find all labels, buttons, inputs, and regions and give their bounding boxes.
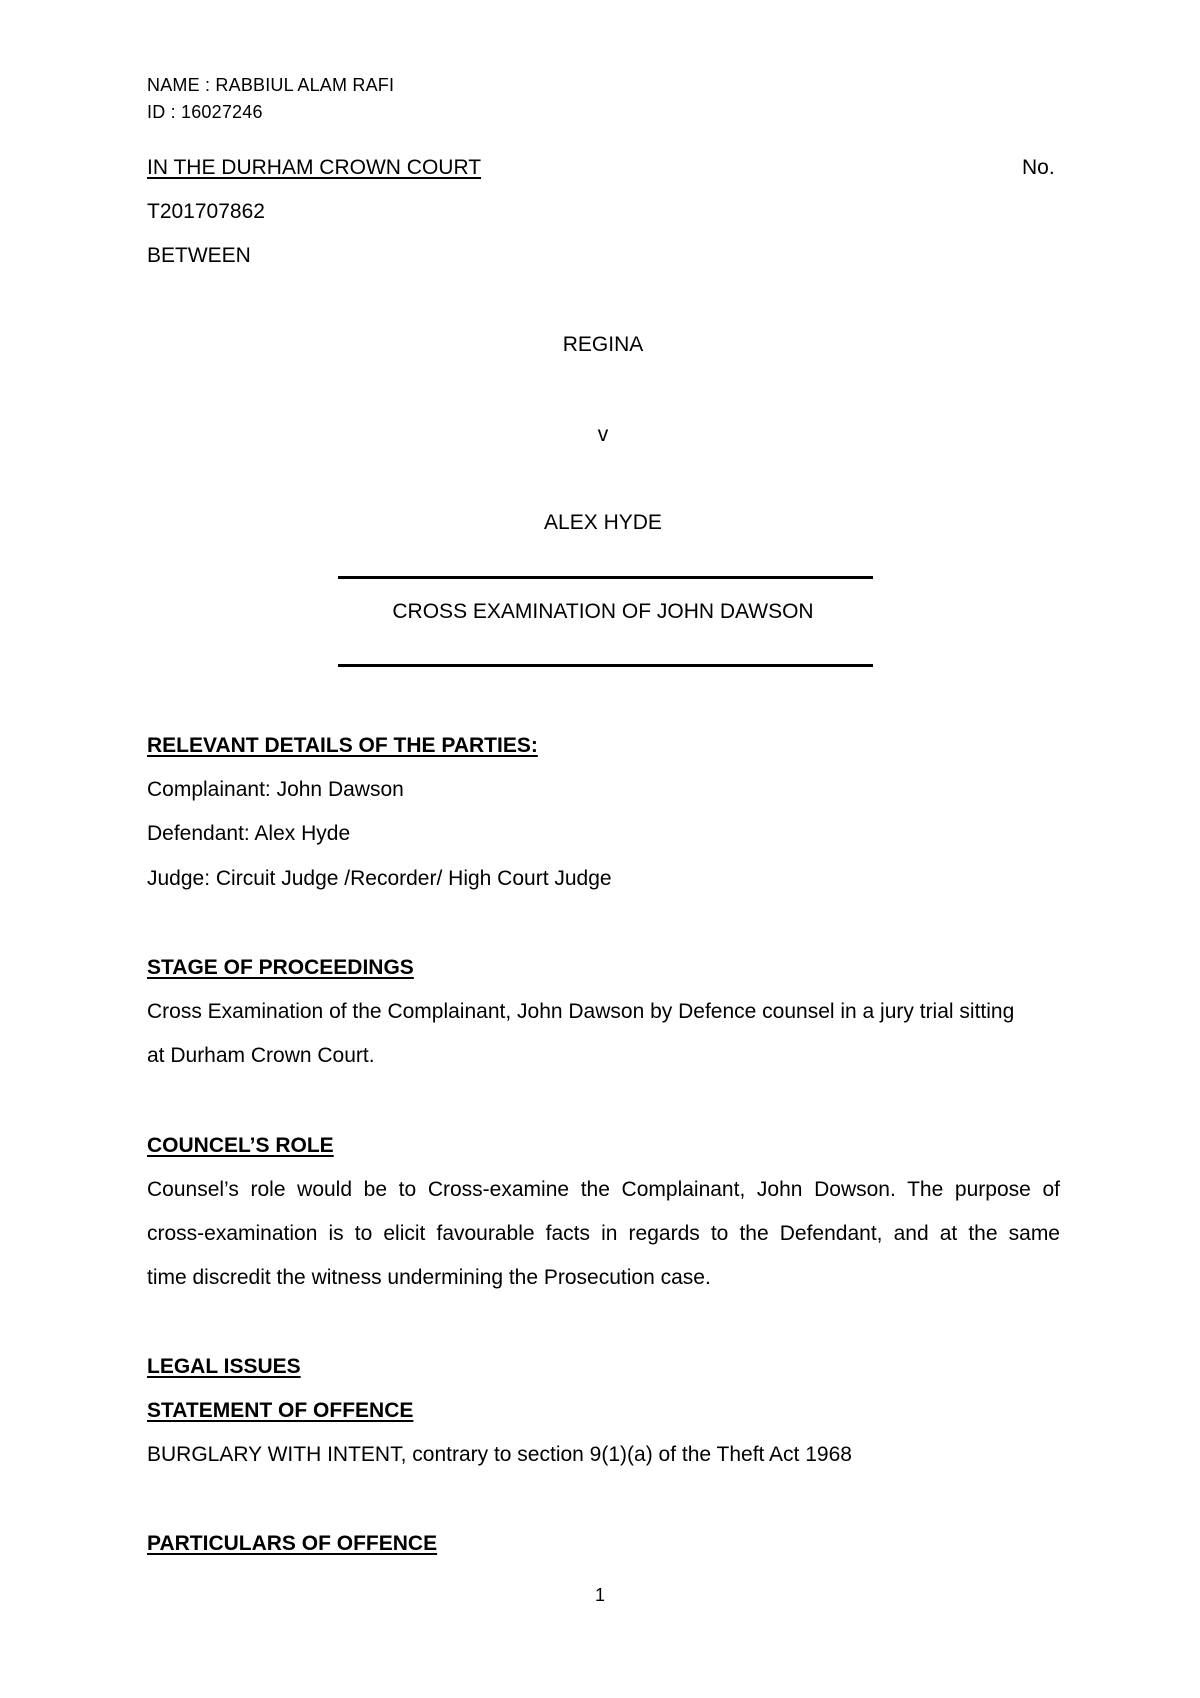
- student-id: ID : 16027246: [147, 102, 263, 122]
- stage-line-1: Cross Examination of the Complainant, John Dawson by Defence counsel in a jury trial sitting: [147, 1000, 1015, 1023]
- between-label: BETWEEN: [147, 244, 251, 267]
- case-number-label: No.: [1022, 156, 1055, 179]
- page-number: 1: [594, 1585, 605, 1605]
- defendant-line: Defendant: Alex Hyde: [147, 822, 351, 845]
- stage-heading: STAGE OF PROCEEDINGS: [147, 956, 414, 979]
- role-line-3: time discredit the witness undermining the Prosecution case.: [147, 1266, 711, 1289]
- case-number: T201707862: [147, 200, 265, 223]
- statement-text: BURGLARY WITH INTENT, contrary to section 9(1)(a) of the Theft Act 1968: [147, 1443, 852, 1466]
- student-name: NAME : RABBIUL ALAM RAFI: [147, 75, 395, 95]
- versus-label: v: [597, 423, 609, 446]
- complainant-line: Complainant: John Dawson: [147, 778, 404, 801]
- prosecution-party: REGINA: [562, 333, 644, 356]
- title-rule-top: [338, 576, 873, 579]
- defendant-party: ALEX HYDE: [544, 511, 662, 534]
- judge-line: Judge: Circuit Judge /Recorder/ High Court Judge: [147, 867, 612, 890]
- particulars-heading: PARTICULARS OF OFFENCE: [147, 1532, 438, 1555]
- role-line-2: cross-examination is to elicit favourable facts in regards to the Defendant, and at the same: [147, 1222, 1060, 1245]
- title-rule-bottom: [338, 664, 873, 667]
- relevant-details-heading: RELEVANT DETAILS OF THE PARTIES:: [147, 734, 538, 757]
- stage-line-2: at Durham Crown Court.: [147, 1044, 375, 1067]
- role-heading: COUNCEL’S ROLE: [147, 1134, 334, 1157]
- statement-heading: STATEMENT OF OFFENCE: [147, 1399, 414, 1422]
- role-line-1: Counsel’s role would be to Cross-examine the Complainant, John Dowson. The purpose of: [147, 1178, 1060, 1201]
- legal-issues-heading: LEGAL ISSUES: [147, 1355, 301, 1378]
- court-title: IN THE DURHAM CROWN COURT: [147, 156, 482, 179]
- document-title: CROSS EXAMINATION OF JOHN DAWSON: [392, 600, 814, 623]
